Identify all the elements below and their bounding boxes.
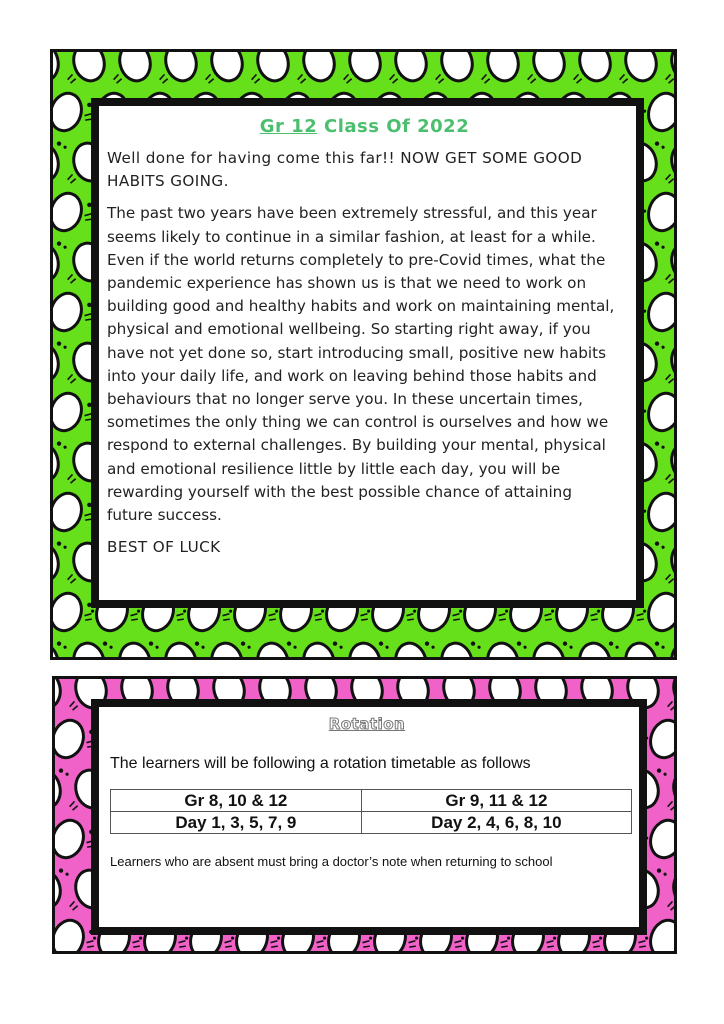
welcome-body	[107, 147, 622, 559]
rotation-lead: The learners will be following a rotation timetable as follows	[110, 755, 531, 772]
rotation-card	[52, 676, 677, 954]
welcome-intro: Well done for having come this far!! NOW GET SOME GOOD HABITS GOING.	[107, 149, 583, 191]
table-cell: Gr 8, 10 & 12	[111, 790, 362, 812]
table-cell: Gr 9, 11 & 12	[361, 790, 631, 812]
welcome-paragraph: The past two years have been extremely stressful, and this year seems likely to continue in a similar fashion, at least for a while. Even if the world returns completely to pre-Covid times, what the pandemic experience has shown us is that we need to work on building good and healthy habits and work on maintaining mental, physical and emotional wellbeing. So starting right away, if you have not yet done so, start introducing small, positive new habits into your daily life, and work on leaving behind those habits and behaviours that no longer serve you. In these uncertain times, sometimes the only thing we can control is ourselves and how we respond to external challenges. By building your mental, physical and emotional resilience little by little each day, you will be rewarding yourself with the best possible chance of attaining future success.	[107, 204, 615, 525]
table-row	[111, 812, 632, 834]
rotation-panel	[91, 699, 647, 935]
welcome-closing: BEST OF LUCK	[107, 538, 221, 557]
class-title	[107, 116, 622, 137]
welcome-card	[50, 49, 677, 660]
absence-note: Learners who are absent must bring a doctor’s note when returning to school	[110, 854, 553, 869]
class-title-grade: Gr 12	[259, 116, 318, 137]
table-row	[111, 790, 632, 812]
table-cell: Day 1, 3, 5, 7, 9	[111, 812, 362, 834]
table-cell: Day 2, 4, 6, 8, 10	[361, 812, 631, 834]
class-title-year: Class Of 2022	[324, 116, 470, 137]
welcome-panel	[91, 98, 644, 608]
rotation-title: Rotation	[328, 715, 406, 733]
rotation-table	[110, 789, 632, 834]
